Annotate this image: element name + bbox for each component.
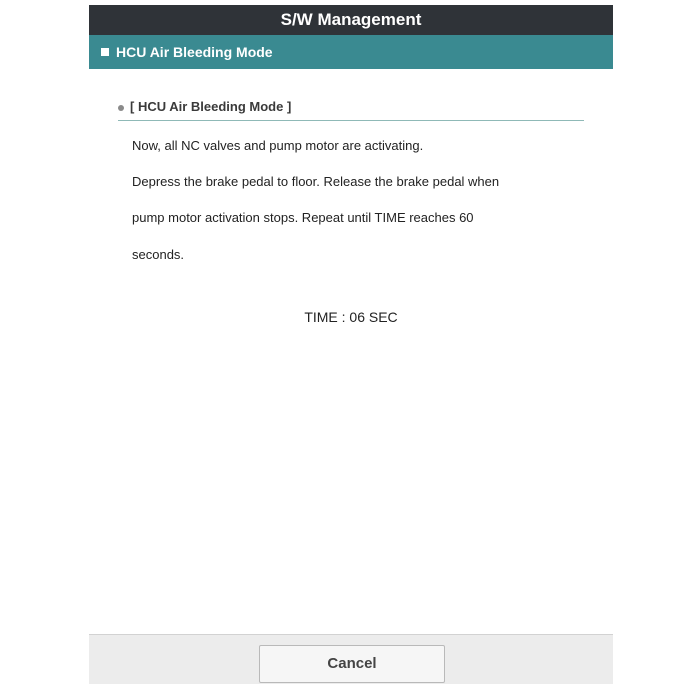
subheader-label: [ HCU Air Bleeding Mode ] [130, 99, 292, 114]
instruction-line-1: Now, all NC valves and pump motor are activating. [132, 138, 424, 153]
subheader [118, 98, 584, 121]
instruction-line-2: Depress the brake pedal to floor. Release the brake pedal when [132, 174, 500, 189]
instruction-line-3: pump motor activation stops. Repeat until TIME reaches 60 [132, 210, 474, 225]
window-title: S/W Management [89, 5, 613, 35]
dot-bullet-icon [118, 105, 124, 111]
sw-management-window [89, 5, 613, 683]
cancel-button[interactable]: Cancel [259, 645, 445, 683]
time-readout: TIME : 06 SEC [304, 309, 398, 325]
footer-bar [89, 634, 613, 684]
square-bullet-icon [101, 48, 109, 56]
instruction-line-4: seconds. [132, 247, 185, 262]
section-header [89, 35, 613, 69]
section-title: HCU Air Bleeding Mode [116, 44, 273, 60]
